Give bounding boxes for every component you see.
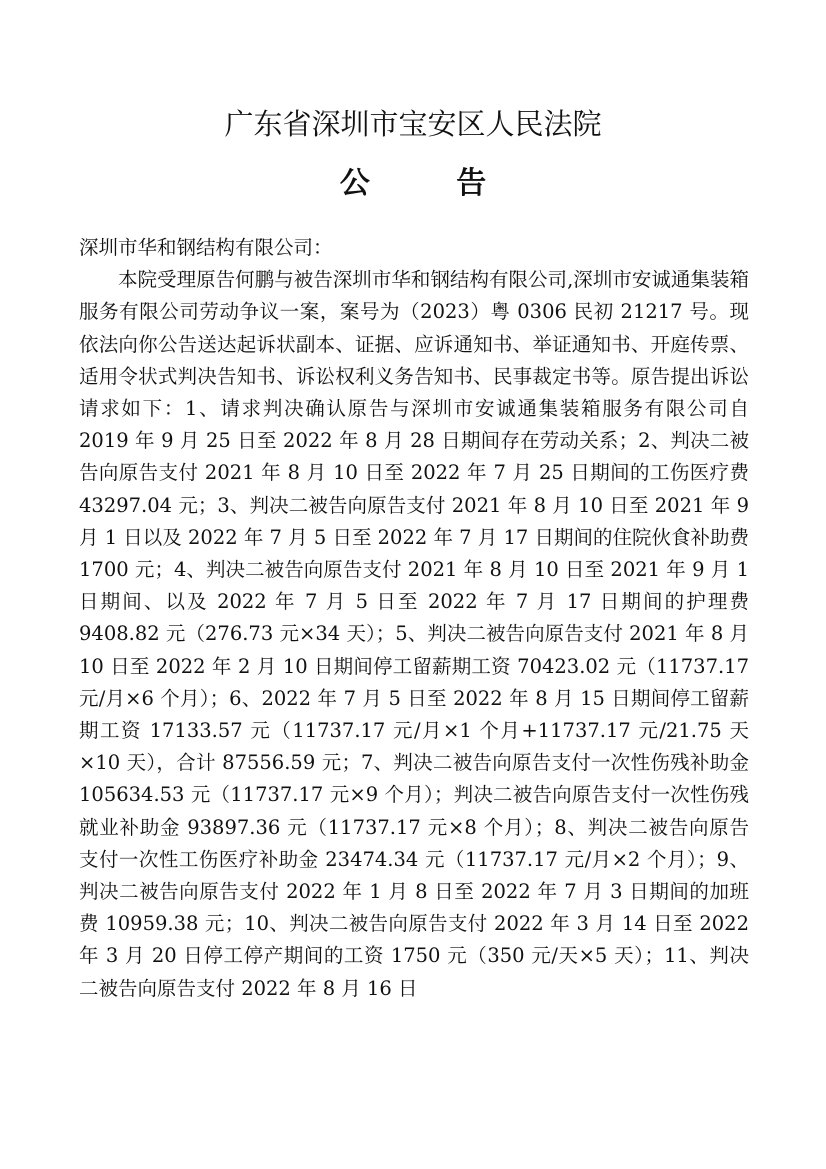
- notice-body: [79, 232, 749, 1005]
- notice-title: 公 告: [339, 166, 525, 201]
- notice-paragraph: 本院受理原告何鹏与被告深圳市华和钢结构有限公司,深圳市安诚通集装箱服务有限公司劳动争议一案，案号为（2023）粤 0306 民初 21217 号。现依法向你公告送达起诉状副本、证据、应诉通知书、举证通知书、开庭传票、适用令状式判决告知书、诉讼权利义务告知书、民事裁定书等。原告提出诉讼请求如下：1、请求判决确认原告与深圳市安诚通集装箱服务有限公司自 2019 年 9 月 25 日至 2022 年 8 月 28 日期间存在劳动关系；2、判决二被告向原告支付 2021 年 8 月 10 日至 2022 年 7 月 25 日期间的工伤医疗费 43297.04 元；3、判决二被告向原告支付 2021 年 8 月 10 日至 2021 年 9 月 1 日以及 2022 年 7 月 5 日至 2022 年 7 月 17 日期间的住院伙食补助费 1700 元；4、判决二被告向原告支付 2021 年 8 月 10 日至 2021 年 9 月 1 日期间、以及 2022 年 7 月 5 日至 2022 年 7 月 17 日期间的护理费 9408.82 元（276.73 元×34 天）；5、判决二被告向原告支付 2021 年 8 月 10 日至 2022 年 2 月 10 日期间停工留薪期工资 70423.02 元（11737.17 元/月×6 个月）；6、2022 年 7 月 5 日至 2022 年 8 月 15 日期间停工留薪期工资 17133.57 元（11737.17 元/月×1 个月+11737.17 元/21.75 天×10 天），合计 87556.59 元；7、判决二被告向原告支付一次性伤残补助金 105634.53 元（11737.17 元×9 个月）；判决二被告向原告支付一次性伤残就业补助金 93897.36 元（11737.17 元×8 个月）；8、判决二被告向原告支付一次性工伤医疗补助金 23474.34 元（11737.17 元/月×2 个月）；9、判决二被告向原告支付 2022 年 1 月 8 日至 2022 年 7 月 3 日期间的加班费 10959.38 元；10、判决二被告向原告支付 2022 年 3 月 14 日至 2022 年 3 月 20 日停工停产期间的工资 1750 元（350 元/天×5 天）；11、判决二被告向原告支付 2022 年 8 月 16 日: [79, 268, 749, 1000]
- court-name-heading: 广东省深圳市宝安区人民法院: [224, 107, 602, 141]
- addressee-line: 深圳市华和钢结构有限公司：: [79, 236, 333, 259]
